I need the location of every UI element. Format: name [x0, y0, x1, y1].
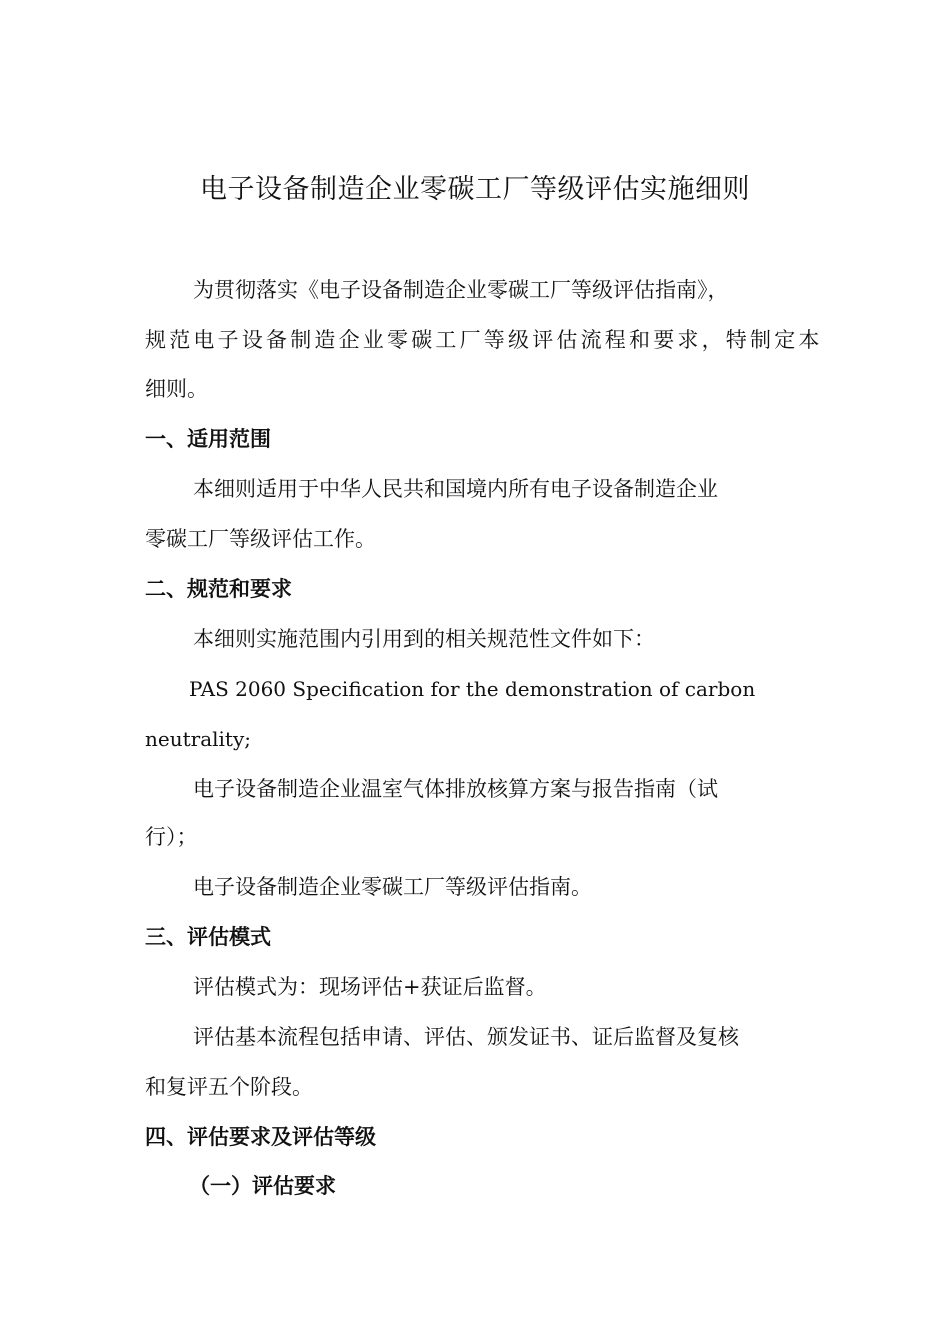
- intro-line-2: 规范电子设备制造企业零碳工厂等级评估流程和要求，特制定本: [145, 328, 823, 352]
- subsection-heading-requirements: （一）评估要求: [189, 1174, 336, 1198]
- section-heading-norms: 二、规范和要求: [145, 577, 292, 601]
- document-title: 电子设备制造企业零碳工厂等级评估实施细则: [200, 174, 750, 205]
- reference-ghg-guide-line-1: 电子设备制造企业温室气体排放核算方案与报告指南（试: [193, 777, 718, 801]
- section-heading-mode: 三、评估模式: [145, 925, 271, 949]
- section-heading-requirements: 四、评估要求及评估等级: [145, 1125, 376, 1149]
- reference-pas2060-line-1: PAS 2060 Specification for the demonstration of carbon: [189, 677, 756, 701]
- section-heading-scope: 一、适用范围: [145, 427, 271, 451]
- reference-zero-carbon-guide: 电子设备制造企业零碳工厂等级评估指南。: [193, 875, 592, 899]
- reference-pas2060-line-2: neutrality;: [145, 727, 251, 751]
- intro-line-1: 为贯彻落实《电子设备制造企业零碳工厂等级评估指南》，: [193, 278, 729, 302]
- paragraph-line: 本细则适用于中华人民共和国境内所有电子设备制造企业: [193, 477, 718, 501]
- paragraph-line: 本细则实施范围内引用到的相关规范性文件如下：: [193, 627, 655, 651]
- reference-ghg-guide-line-2: 行）；: [145, 825, 198, 849]
- paragraph-line: 零碳工厂等级评估工作。: [145, 527, 376, 551]
- paragraph-line: 和复评五个阶段。: [145, 1075, 313, 1099]
- paragraph-line: 评估模式为：现场评估+获证后监督。: [193, 975, 547, 999]
- intro-line-3: 细则。: [145, 377, 208, 401]
- paragraph-line: 评估基本流程包括申请、评估、颁发证书、证后监督及复核: [193, 1025, 739, 1049]
